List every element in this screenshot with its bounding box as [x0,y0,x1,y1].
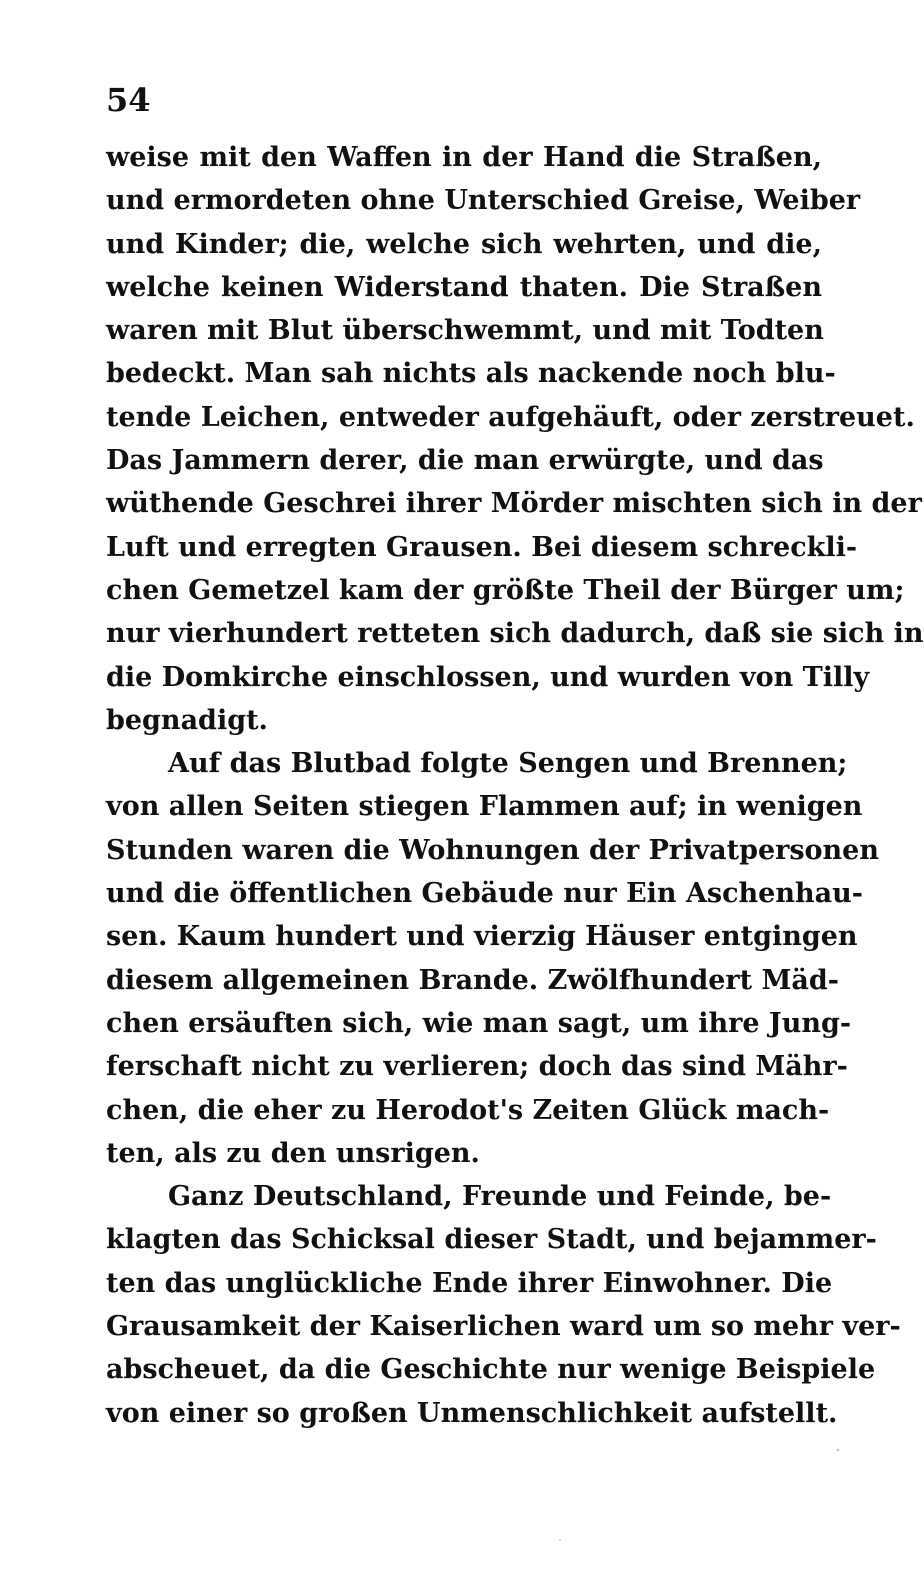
text-line: von einer so großen Unmenschlichkeit aufstellt. [106,1397,838,1429]
text-line: chen, die eher zu Herodot's Zeiten Glück mach- [106,1094,830,1126]
text-line: Ganz Deutschland, Freunde und Feinde, be- [168,1181,832,1213]
text-line: Das Jammern derer, die man erwürgte, und das [106,445,824,477]
paragraph-1 [106,136,924,742]
text-line: wüthende Geschrei ihrer Mörder mischten sich in der [106,488,922,520]
text-line: nur vierhundert retteten sich dadurch, daß sie sich in [106,618,924,650]
page-number: 54 [106,81,151,119]
text-line: abscheuet, da die Geschichte nur wenige Beispiele [106,1354,876,1386]
text-line: Stunden waren die Wohnungen der Privatpersonen [106,834,879,866]
text-line: tende Leichen, entweder aufgehäuft, oder zerstreuet. [106,401,915,433]
text-line: ten, als zu den unsrigen. [106,1137,480,1169]
text-line: welche keinen Widerstand thaten. Die Straßen [106,271,822,303]
text-line: und die öffentlichen Gebäude nur Ein Aschenhau- [106,878,863,910]
paragraph-3 [106,1175,901,1435]
paragraph-2 [106,742,879,1175]
text-line: Auf das Blutbad folgte Sengen und Brennen; [168,748,848,780]
text-line: klagten das Schicksal dieser Stadt, und bejammer- [106,1224,877,1256]
text-line: bedeckt. Man sah nichts als nackende noch blu- [106,358,836,390]
text-line: sen. Kaum hundert und vierzig Häuser entgingen [106,921,858,953]
text-line: chen Gemetzel kam der größte Theil der Bürger um; [106,574,905,606]
text-line: die Domkirche einschlossen, und wurden von Tilly [106,661,870,693]
text-line: Grausamkeit der Kaiserlichen ward um so mehr ver- [106,1311,901,1343]
body-text [106,136,924,1435]
text-line: von allen Seiten stiegen Flammen auf; in wenigen [106,791,863,823]
text-line: chen ersäuften sich, wie man sagt, um ihre Jung- [106,1007,852,1039]
text-line: diesem allgemeinen Brande. Zwölfhundert Mäd- [106,964,839,996]
text-line: waren mit Blut überschwemmt, und mit Todten [106,315,824,347]
text-line: ten das unglückliche Ende ihrer Einwohner. Die [106,1267,833,1299]
text-line: begnadigt. [106,704,268,736]
text-line: weise mit den Waffen in der Hand die Straßen, [106,142,822,173]
text-line: Luft und erregten Grausen. Bei diesem schreckli- [106,531,858,563]
text-line: ferschaft nicht zu verlieren; doch das sind Mähr- [106,1051,848,1083]
text-line: und ermordeten ohne Unterschied Greise, Weiber [106,185,861,217]
text-line: und Kinder; die, welche sich wehrten, und die, [106,228,822,260]
